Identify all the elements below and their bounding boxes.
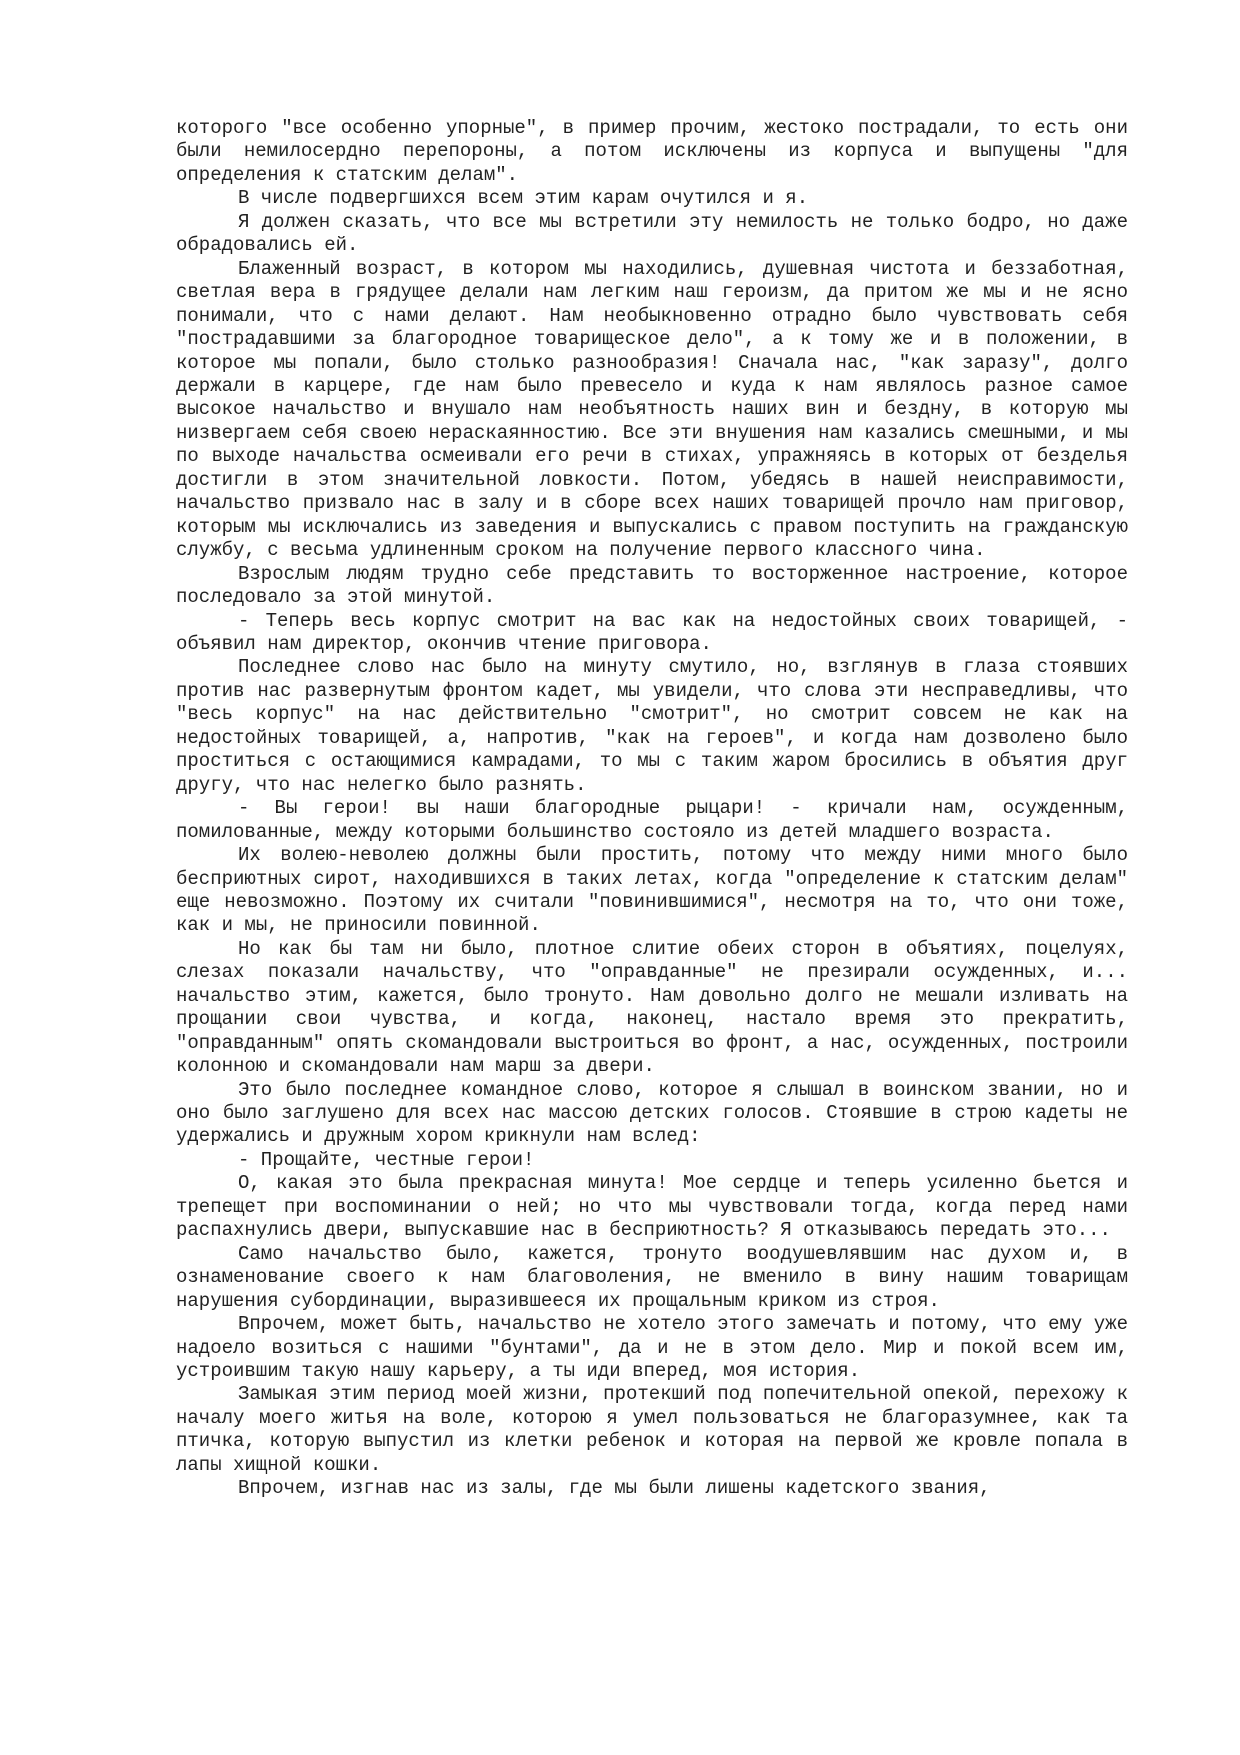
paragraph-1: которого "все особенно упорные", в пример прочим, жестоко пострадали, то есть они были немилосердно перепороны, а потом исключены из корпуса и выпущены "для определения к статским делам".: [176, 117, 1128, 186]
paragraph-13: О, какая это была прекрасная минута! Мое сердце и теперь усиленно бьется и трепещет при воспоминании о ней; но что мы чувствовали тогда, когда перед нами распахнулись двери, выпускавшие нас в бесприютность? Я отказываюсь передать это...: [176, 1172, 1128, 1242]
document-page: [176, 117, 1128, 1501]
paragraph-14: Само начальство было, кажется, тронуто воодушевлявшим нас духом и, в ознаменование своего к нам благоволения, не вменило в вину нашим товарищам нарушения субординации, выразившееся их прощальным криком из строя.: [176, 1242, 1128, 1312]
paragraph-4: Блаженный возраст, в котором мы находились, душевная чистота и беззаботная, светлая вера в грядущее делали нам легким наш героизм, да притом же мы и не ясно понимали, что с нами делают. Нам необыкновенно отрадно было чувствовать себя "пострадавшими за благородное товарищеское дело", а к тому же и в положении, в которое мы попали, было столько разнообразия! Сначала нас, "как заразу", долго держали в карцере, где нам было превесело и куда к нам являлось разное самое высокое начальство и внушало нам необъятность наших вин и бездну, в которую мы низвергаем себя своею нераскаянностию. Все эти внушения нам казались смешными, и мы по выходе начальства осмеивали его речи в стихах, упражняясь в которых от безделья достигли в этом значительной ловкости. Потом, убедясь в нашей неисправимости, начальство призвало нас в залу и в сборе всех наших товарищей прочло нам приговор, которым мы исключались из заведения и выпускались с правом поступить на гражданскую службу, с весьма удлиненным сроком на получение первого классного чина.: [176, 257, 1128, 562]
paragraph-15: Впрочем, может быть, начальство не хотело этого замечать и потому, что ему уже надоело возиться с нашими "бунтами", да и не в этом дело. Мир и покой всем им, устроившим такую нашу карьеру, а ты иди вперед, моя история.: [176, 1313, 1128, 1383]
paragraph-3: Я должен сказать, что все мы встретили эту немилость не только бодро, но даже обрадовались ей.: [176, 210, 1128, 257]
paragraph-5: Взрослым людям трудно себе представить то восторженное настроение, которое последовало за этой минутой.: [176, 562, 1128, 609]
paragraph-10: Но как бы там ни было, плотное слитие обеих сторон в объятиях, поцелуях, слезах показали начальству, что "оправданные" не презирали осужденных, и... начальство этим, кажется, было тронуто. Нам довольно долго не мешали изливать на прощании свои чувства, и когда, наконец, настало время это прекратить, "оправданным" опять скомандовали выстроиться во фронт, а нас, осужденных, построили колонною и скомандовали нам марш за двери.: [176, 937, 1128, 1078]
paragraph-16: Замыкая этим период моей жизни, протекший под попечительной опекой, перехожу к началу моего житья на воле, которою я умел пользоваться не благоразумнее, как та птичка, которую выпустил из клетки ребенок и которая на первой же кровле попала в лапы хищной кошки.: [176, 1383, 1128, 1476]
paragraph-17: Впрочем, изгнав нас из залы, где мы были лишены кадетского звания,: [238, 1477, 991, 1500]
paragraph-9: Их волею-неволею должны были простить, потому что между ними много было бесприютных сирот, находившихся в таких летах, когда "определение к статским делам" еще невозможно. Поэтому их считали "повинившимися", несмотря на то, что они тоже, как и мы, не приносили повинной.: [176, 844, 1128, 937]
paragraph-8: - Вы герои! вы наши благородные рыцари! - кричали нам, осужденным, помилованные, между которыми большинство состояло из детей младшего возраста.: [176, 797, 1128, 843]
paragraph-2: В числе подвергшихся всем этим карам очутился и я.: [238, 187, 809, 210]
paragraph-11: Это было последнее командное слово, которое я слышал в воинском звании, но и оно было заглушено для всех нас массою детских голосов. Стоявшие в строю кадеты не удержались и дружным хором крикнули нам вслед:: [176, 1078, 1128, 1148]
paragraph-6: - Теперь весь корпус смотрит на вас как на недостойных своих товарищей, - объявил нам директор, окончив чтение приговора.: [176, 609, 1128, 655]
paragraph-12: - Прощайте, честные герои!: [238, 1148, 535, 1171]
paragraph-7: Последнее слово нас было на минуту смутило, но, взглянув в глаза стоявших против нас развернутым фронтом кадет, мы увидели, что слова эти несправедливы, что "весь корпус" на нас действительно "смотрит", но смотрит совсем не как на недостойных товарищей, а, напротив, "как на героев", и когда нам дозволено было проститься с остающимися камрадами, то мы с таким жаром бросились в объятия друг другу, что нас нелегко было разнять.: [176, 656, 1128, 796]
